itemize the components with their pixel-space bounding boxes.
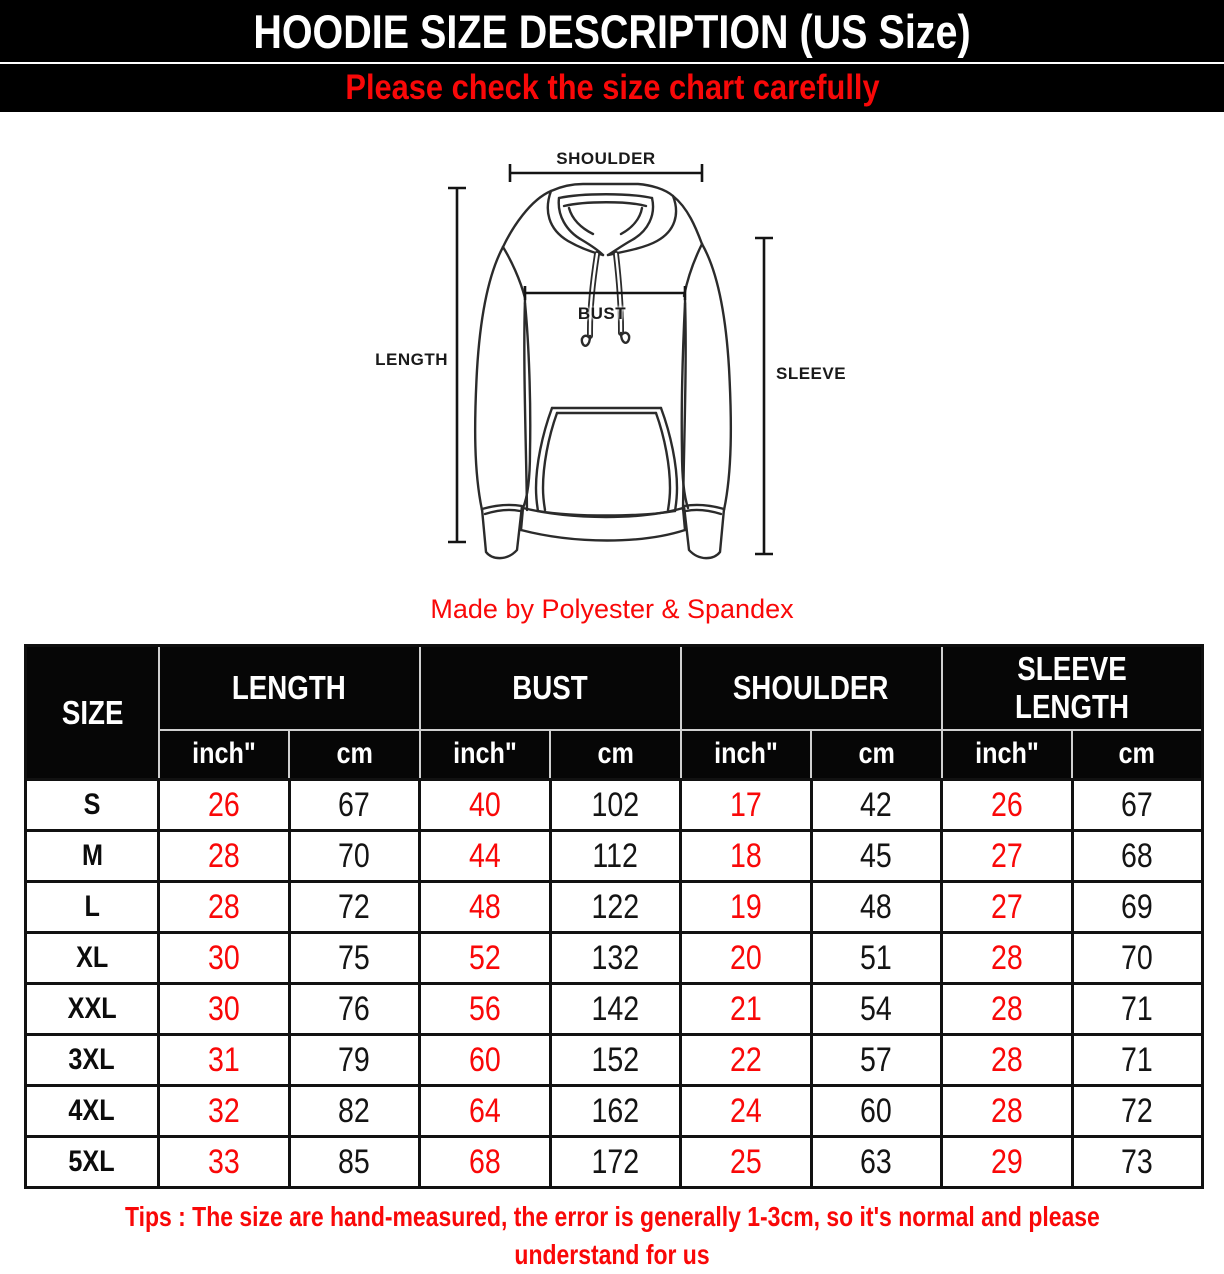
cell-text: 60 [468,1040,501,1079]
sleeve-label: SLEEVE [776,364,847,383]
cell-text: 17 [729,785,762,824]
measurement-cell [942,1086,1073,1137]
material-note: Made by Polyester & Spandex [430,594,794,624]
unit-header-inch [942,730,1073,780]
size-cell [26,882,159,933]
cell-text: 142 [591,989,640,1028]
table-row [26,1035,1203,1086]
cell-text: 29 [990,1142,1023,1181]
page-title: HOODIE SIZE DESCRIPTION (US Size) [253,4,971,58]
unit-header-text: cm [597,737,634,771]
table-row [26,1086,1203,1137]
measurement-cell [550,984,681,1035]
cell-text: 33 [207,1142,240,1181]
group-header-text: SLEEVE LENGTH [1014,649,1129,725]
measurement-cell [942,831,1073,882]
measurement-cell [550,1086,681,1137]
table-row [26,933,1203,984]
measurement-cell [811,933,942,984]
measurement-cell [681,933,812,984]
cell-text: 68 [1121,836,1154,875]
cell-text: XL [75,941,109,974]
measurement-cell [550,882,681,933]
cell-text: 30 [207,938,240,977]
cell-text: 52 [468,938,501,977]
measurement-cell [420,882,551,933]
measurement-cell [289,1086,420,1137]
size-cell [26,1086,159,1137]
cell-text: 28 [207,887,240,926]
cell-text: 21 [729,989,762,1028]
unit-header-cm [1072,730,1203,780]
cell-text: 27 [990,887,1023,926]
cell-text: 44 [468,836,501,875]
table-row [26,831,1203,882]
cell-text: M [81,839,103,872]
measurement-cell [420,1137,551,1188]
measurement-cell [420,780,551,831]
measurement-cell [1072,831,1203,882]
corner-header-size [26,646,159,780]
cell-text: 82 [338,1091,371,1130]
measurement-cell [159,933,290,984]
measurement-cell [1072,1137,1203,1188]
cell-text: 70 [1121,938,1154,977]
length-label: LENGTH [375,350,448,369]
size-cell [26,933,159,984]
unit-header-inch [420,730,551,780]
cell-text: L [84,890,100,923]
cell-text: 54 [860,989,893,1028]
cell-text: 27 [990,836,1023,875]
group-header-text: LENGTH [232,668,346,706]
cell-text: 67 [1121,785,1154,824]
unit-header-cm [550,730,681,780]
cell-text: 132 [591,938,640,977]
measurement-cell [159,1086,290,1137]
cell-text: 64 [468,1091,501,1130]
cell-text: 69 [1121,887,1154,926]
subtitle-text: Please check the size chart carefully [344,68,880,107]
cell-text: 20 [729,938,762,977]
measurement-cell [159,882,290,933]
measurement-cell [681,882,812,933]
table-row [26,882,1203,933]
cell-text: 32 [207,1091,240,1130]
measurement-cell [811,882,942,933]
unit-header-text: cm [336,737,373,771]
measurement-cell [159,984,290,1035]
cell-text: 152 [591,1040,640,1079]
measurement-cell [811,780,942,831]
measurement-cell [681,1035,812,1086]
measurement-cell [420,1086,551,1137]
measurement-cell [550,933,681,984]
measurement-cell [681,780,812,831]
cell-text: 112 [592,836,639,875]
cell-text: 24 [729,1091,762,1130]
measurement-cell [1072,984,1203,1035]
cell-text: 25 [729,1142,762,1181]
group-header-shoulder [681,646,942,730]
unit-header-row [26,730,1203,780]
cell-text: 102 [591,785,640,824]
group-header-text: BUST [512,668,588,706]
tips-line-1: Tips : The size are hand-measured, the error is generally 1-3cm, so it's normal and please [124,1201,1100,1232]
size-cell [26,1035,159,1086]
cell-text: 28 [990,1040,1023,1079]
unit-header-text: inch" [452,737,517,771]
measurement-cell [550,1137,681,1188]
measurement-cell [289,1035,420,1086]
cell-text: 28 [207,836,240,875]
cell-text: 28 [990,989,1023,1028]
size-diagram [0,112,1224,590]
cell-text: 67 [338,785,371,824]
measurement-cell [1072,780,1203,831]
cell-text: 72 [338,887,371,926]
tips-line-2: understand for us [514,1239,710,1270]
table-row [26,1137,1203,1188]
unit-header-inch [681,730,812,780]
measurement-cell [420,933,551,984]
cell-text: 28 [990,1091,1023,1130]
unit-header-text: cm [858,737,895,771]
cell-text: 72 [1121,1091,1154,1130]
measurement-cell [811,1035,942,1086]
measurement-cell [681,1086,812,1137]
measurement-cell [289,933,420,984]
measurement-cell [420,1035,551,1086]
size-cell [26,984,159,1035]
cell-text: 3XL [68,1043,116,1076]
measurement-cell [289,984,420,1035]
group-header-sleeve-length [942,646,1203,730]
measurement-cell [420,984,551,1035]
cell-text: 122 [591,887,640,926]
measurement-cell [159,831,290,882]
measurement-cell [550,780,681,831]
tips-note [0,1198,1224,1274]
bust-label: BUST [577,304,627,323]
group-header-row [26,646,1203,730]
measurement-cell [420,831,551,882]
unit-header-inch [159,730,290,780]
cell-text: 26 [990,785,1023,824]
measurement-cell [159,1137,290,1188]
cell-text: 45 [860,836,893,875]
measurement-cell [289,882,420,933]
measurement-cell [289,1137,420,1188]
cell-text: 18 [729,836,762,875]
cell-text: 5XL [68,1145,116,1178]
size-cell [26,780,159,831]
cell-text: 30 [207,989,240,1028]
group-header-text: SHOULDER [733,668,889,706]
cell-text: 172 [591,1142,640,1181]
cell-text: 51 [860,938,893,977]
measurement-cell [942,1137,1073,1188]
cell-text: XXL [67,992,117,1025]
cell-text: 42 [860,785,893,824]
cell-text: 57 [860,1040,893,1079]
measurement-cell [550,1035,681,1086]
unit-header-cm [289,730,420,780]
cell-text: 56 [468,989,501,1028]
group-header-bust [420,646,681,730]
size-cell [26,1137,159,1188]
unit-header-text: cm [1118,737,1156,771]
measurement-cell [942,1035,1073,1086]
hoodie-illustration [430,140,850,580]
measurement-cell [942,882,1073,933]
measurement-cell [289,780,420,831]
size-table-body [26,780,1203,1188]
measurement-cell [159,780,290,831]
measurement-cell [681,1137,812,1188]
table-row [26,780,1203,831]
cell-text: 63 [860,1142,893,1181]
unit-header-text: inch" [974,737,1039,771]
cell-text: 162 [591,1091,640,1130]
measurement-cell [681,831,812,882]
cell-text: 76 [338,989,371,1028]
shoulder-label: SHOULDER [556,149,656,168]
measurement-cell [681,984,812,1035]
cell-text: 71 [1121,1040,1154,1079]
size-table [24,644,1204,1189]
cell-text: 75 [338,938,371,977]
measurement-cell [1072,1035,1203,1086]
measurement-cell [550,831,681,882]
cell-text: 60 [860,1091,893,1130]
cell-text: 73 [1121,1142,1154,1181]
cell-text: 48 [468,887,501,926]
measurement-cell [942,780,1073,831]
table-row [26,984,1203,1035]
cell-text: 68 [468,1142,501,1181]
measurement-cell [811,1137,942,1188]
size-cell [26,831,159,882]
group-header-length [159,646,420,730]
unit-header-text: inch" [191,737,256,771]
cell-text: 28 [990,938,1023,977]
cell-text: 22 [729,1040,762,1079]
cell-text: 70 [338,836,371,875]
measurement-cell [1072,933,1203,984]
cell-text: 85 [338,1142,371,1181]
cell-text: 79 [338,1040,371,1079]
title-bar [0,0,1224,62]
measurement-cell [289,831,420,882]
cell-text: 48 [860,887,893,926]
unit-header-cm [811,730,942,780]
unit-header-text: inch" [713,737,778,771]
measurement-cell [1072,882,1203,933]
measurement-cell [942,984,1073,1035]
measurement-cell [1072,1086,1203,1137]
measurement-cell [811,831,942,882]
cell-text: 71 [1121,989,1154,1028]
subtitle-bar [0,64,1224,112]
cell-text: 4XL [68,1094,116,1127]
corner-header-text: SIZE [61,693,124,731]
measurement-cell [942,933,1073,984]
cell-text: S [83,788,101,821]
measurement-cell [811,984,942,1035]
cell-text: 26 [207,785,240,824]
cell-text: 19 [729,887,762,926]
cell-text: 31 [207,1040,240,1079]
cell-text: 40 [468,785,501,824]
measurement-cell [811,1086,942,1137]
measurement-cell [159,1035,290,1086]
